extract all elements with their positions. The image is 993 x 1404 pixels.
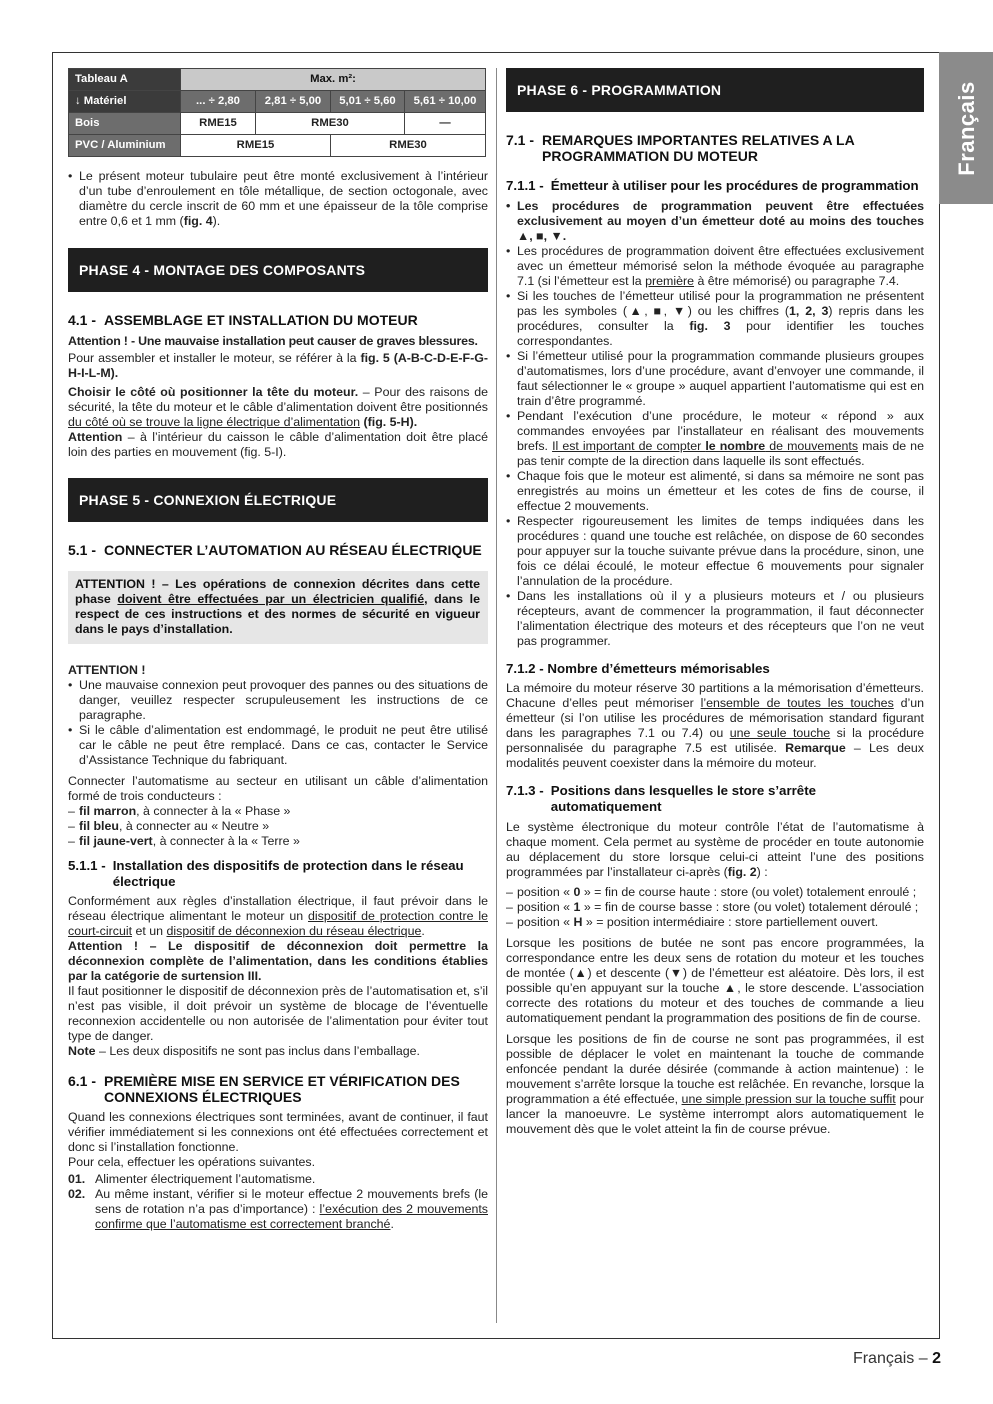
table-cell: — bbox=[405, 113, 486, 135]
section-5-1-title: 5.1 - CONNECTER L’AUTOMATION AU RÉSEAU ÉLECTRIQUE bbox=[68, 542, 482, 558]
step-item: 02. Au même instant, vérifier si le moteur effectue 2 mouvements brefs (le sens de rotation n’a pas d’importance) : l’exécution des 2 mouvements confirme que l’automatisme est correctement branché. bbox=[68, 1187, 488, 1231]
column-divider bbox=[496, 68, 497, 1323]
paragraph: Lorsque les positions de fin de course ne sont pas programmées, il est possible de déplacer le volet en maintenant la touche de commande enfoncée pendant la durée désirée (commande à action maintenue) : le mouvement s’arrête lorsque la touche est relâchée. En revanche, lorsque la programmation a été effectuée, une simple pression sur la touche suffit pour lancer la manoeuvre. Le système interrompt alors automatiquement le mouvement dès que le volet atteint la fin de course prévue. bbox=[506, 1032, 924, 1136]
table-max-header: Max. m²: bbox=[181, 69, 486, 91]
table-cell: RME15 bbox=[181, 135, 331, 157]
section-4-1-title: 4.1 - ASSEMBLAGE ET INSTALLATION DU MOTEUR bbox=[68, 312, 418, 328]
step-item: 01. Alimenter électriquement l’automatisme. bbox=[68, 1172, 316, 1186]
table-row-label: Bois bbox=[69, 113, 181, 135]
program-bullet: • Si les touches de l’émetteur utilisé pour la programmation ne présentent pas les symboles (▲, ■, ▼) ou les chiffres (1, 2, 3) repris dans les procédures, consulter la fig. 3 pour identifier les touches correspondantes. bbox=[506, 288, 924, 348]
table-title: Tableau A bbox=[69, 69, 181, 91]
language-tab bbox=[939, 52, 993, 204]
program-bullet: • Si l’émetteur utilisé pour la programmation commande plusieurs groupes d’automatismes, lors d’une procédure, avant d’envoyer une commande, il faut sélectionner le « groupe » auquel appartient l’automatisme qui est en train d’être programmé. bbox=[506, 348, 924, 408]
position-item: – position « H » = position intermédiaire : store partiellement ouvert. bbox=[506, 915, 879, 929]
paragraph: Choisir le côté où positionner la tête du moteur. – Pour des raisons de sécurité, la tête du moteur et le câble d’alimentation doivent être positionnés du côté où se trouve la ligne électrique d’alimentation (fig. 5-H). Attention – à l’intérieur du caisson le câble d’alimentation doit être placé loin des parties en mouvement (fig. 5-I). bbox=[68, 385, 488, 459]
wire-item: – fil bleu, à connecter au « Neutre » bbox=[68, 819, 270, 833]
paragraph: Quand les connexions électriques sont terminées, avant de continuer, il faut vérifier immédiatement si les connexions ont été effectuées correctement et donc si l’installation fonctionne. bbox=[68, 1110, 488, 1154]
intro-bullet: • Le présent moteur tubulaire peut être monté exclusivement à l’intérieur d’un tube d’enroulement en tôle métallique, de section octogonale, avec diamètre du cercle inscrit de 60 mm et une épaisseur de la tôle comprise entre 0,6 et 1 mm (fig. 4). bbox=[68, 169, 488, 228]
phase-6-header: PHASE 6 - PROGRAMMATION bbox=[506, 68, 924, 112]
paragraph: Il faut positionner le dispositif de déconnexion près de l’automatisation et, s’il n’est pas visible, il doit prévoir un système de blocage de l’éventuelle reconnexion accidentelle ou non autorisée de l’alimentation pour éviter tout type de danger. bbox=[68, 984, 488, 1043]
footer-label: Français – bbox=[852, 1350, 928, 1367]
language-tab-label: Français bbox=[953, 80, 979, 176]
page-number: 2 bbox=[932, 1350, 941, 1367]
program-bullet: • Dans les installations où il y a plusieurs moteurs et / ou plusieurs récepteurs, avant de commencer la programmation, il faut déconnecter l’alimentation électrique des moteurs et des récepteurs que l’on ne veut pas programmer. bbox=[506, 588, 924, 648]
table-cell: RME30 bbox=[331, 135, 486, 157]
page-footer bbox=[853, 1351, 941, 1366]
table-cell: RME30 bbox=[256, 113, 405, 135]
warning-text: Attention ! – Le dispositif de déconnexion doit permettre la déconnexion complète de l’alimentation, dans les conditions établies par la catégorie de surtension III. bbox=[68, 939, 488, 983]
paragraph: Lorsque les positions de butée ne sont pas encore programmées, la correspondance entre les deux sens de rotation du moteur et les touches de montée (▲) et descente (▼) de l’émetteur est aléatoire. Dès lors, il est possible qu’en appuyant sur la touche ▲, le store descende. L’association correcte des rotations du moteur et des touches de commande a lieu automatiquement pendant la programmation des positions de fin de course. bbox=[506, 936, 924, 1025]
attention-bullet: • Si le câble d’alimentation est endommagé, le produit ne peut être utilisé car le câble ne peut être remplacé. Dans ce cas, contacter le Service d’Assistance Technique du fabriquant. bbox=[68, 723, 488, 767]
paragraph: Le système électronique du moteur contrôle l’état de l’automatisme à chaque moment. Cela permet au système de procéder en toute autonomie au déplacement du store lorsque celui-ci atteint l’une des positions programmées par l’installateur ci-après (fig. 2) : bbox=[506, 820, 924, 879]
section-6-1-title: 6.1 - PREMIÈRE MISE EN SERVICE ET VÉRIFICATION DES CONNEXIONS ÉLECTRIQUES bbox=[68, 1073, 460, 1105]
section-5-1-1-title: 5.1.1 - Installation des dispositifs de protection dans le réseau électrique bbox=[68, 858, 464, 889]
paragraph: La mémoire du moteur réserve 30 partitions a la mémorisation d’émetteurs. Chacune d’elles peut mémoriser l’ensemble de toutes les touches d’un émetteur (si l’on utilise les procédures de mémorisation standard figurant dans les paragraphes 7.1 ou 7.4) ou une seule touche si la procédure personnalisée du paragraphe 7.5 est utilisée. Remarque – Les deux modalités peuvent coexister dans la mémoire du moteur. bbox=[506, 681, 924, 770]
attention-box: ATTENTION ! – Les opérations de connexion décrites dans cette phase doivent être effectuées par un électricien qualifié, dans le respect de ces instructions et des normes de sécurité en vigueur dans le pays d’installation. bbox=[68, 571, 488, 644]
table-material-header: ↓ Matériel bbox=[69, 91, 181, 113]
section-7-1-title: 7.1 - REMARQUES IMPORTANTES RELATIVES A LA PROGRAMMATION DU MOTEUR bbox=[506, 132, 855, 164]
position-item: – position « 0 » = fin de course haute : store (ou volet) totalement enroulé ; bbox=[506, 885, 917, 899]
table-a bbox=[68, 68, 486, 157]
table-row-label: PVC / Aluminium bbox=[69, 135, 181, 157]
section-7-1-1-title: 7.1.1 - Émetteur à utiliser pour les procédures de programmation bbox=[506, 178, 919, 193]
note: Note – Les deux dispositifs ne sont pas inclus dans l’emballage. bbox=[68, 1044, 420, 1058]
program-bullet: • Pendant l’exécution d’une procédure, le moteur « répond » aux commandes envoyées par l’installateur en réalisant des mouvements brefs. Il est important de compter le nombre de mouvements mais de ne pas tenir compte de la direction dans laquelle ils sont effectués. bbox=[506, 408, 924, 468]
paragraph: Pour cela, effectuer les opérations suivantes. bbox=[68, 1155, 316, 1169]
paragraph: Pour assembler et installer le moteur, se référer à la fig. 5 (A-B-C-D-E-F-G-H-I-L-M). bbox=[68, 351, 488, 380]
program-bullet: • Chaque fois que le moteur est alimenté, si dans sa mémoire ne sont pas enregistrés au moins un émetteur et les cotes de fins de course, il effectue 2 mouvements. bbox=[506, 468, 924, 513]
phase-4-header: PHASE 4 - MONTAGE DES COMPOSANTS bbox=[68, 248, 488, 292]
program-bullet: • Respecter rigoureusement les limites de temps indiquées dans les procédures : quand une touche est relâchée, on dispose de 60 secondes pour appuyer sur la touche suivante prévue dans la procédure, sinon, une fois ce délai écoulé, le moteur effectue 6 mouvements pour signaler l’annulation de la procédure. bbox=[506, 513, 924, 588]
program-bullet: • Les procédures de programmation doivent être effectuées exclusivement avec un émetteur mémorisé selon la méthode évoquée au paragraphe 7.1 (si l’émetteur est la première à être mémorisé) ou paragraphe 7.4. bbox=[506, 243, 924, 288]
attention-bullet: • Une mauvaise connexion peut provoquer des pannes ou des situations de danger, veuillez respecter scrupuleusement les instructions de ce paragraphe. bbox=[68, 678, 488, 722]
left-column bbox=[68, 68, 488, 1232]
paragraph: Conformément aux règles d’installation électrique, il faut prévoir dans le réseau électrique alimentant le moteur un dispositif de protection contre le court-circuit et un dispositif de déconnexion du réseau électrique. bbox=[68, 894, 488, 938]
phase-5-header: PHASE 5 - CONNEXION ÉLECTRIQUE bbox=[68, 478, 488, 522]
wire-item: – fil jaune-vert, à connecter à la « Terre » bbox=[68, 834, 300, 848]
table-cell: RME15 bbox=[181, 113, 256, 135]
table-range: 5,61 ÷ 10,00 bbox=[405, 91, 486, 113]
paragraph: Connecter l’automatisme au secteur en utilisant un câble d’alimentation formé de trois conducteurs : bbox=[68, 774, 488, 803]
table-range: ... ÷ 2,80 bbox=[181, 91, 256, 113]
section-7-1-3-title: 7.1.3 - Positions dans lesquelles le store s’arrête automatiquement bbox=[506, 783, 817, 814]
table-range: 5,01 ÷ 5,60 bbox=[331, 91, 405, 113]
table-range: 2,81 ÷ 5,00 bbox=[256, 91, 331, 113]
wire-item: – fil marron, à connecter à la « Phase » bbox=[68, 804, 291, 818]
position-item: – position « 1 » = fin de course basse : store (ou volet) totalement déroulé ; bbox=[506, 900, 919, 914]
right-column bbox=[506, 68, 924, 1137]
section-7-1-2-title: 7.1.2 - Nombre d’émetteurs mémorisables bbox=[506, 660, 770, 676]
program-bullet: • Les procédures de programmation peuvent être effectuées exclusivement au moyen d’un émetteur doté au moins des touches ▲, ■, ▼. bbox=[506, 198, 924, 243]
attention-title: ATTENTION ! bbox=[68, 663, 146, 677]
warning-text: Attention ! - Une mauvaise installation peut causer de graves blessures. bbox=[68, 334, 478, 348]
